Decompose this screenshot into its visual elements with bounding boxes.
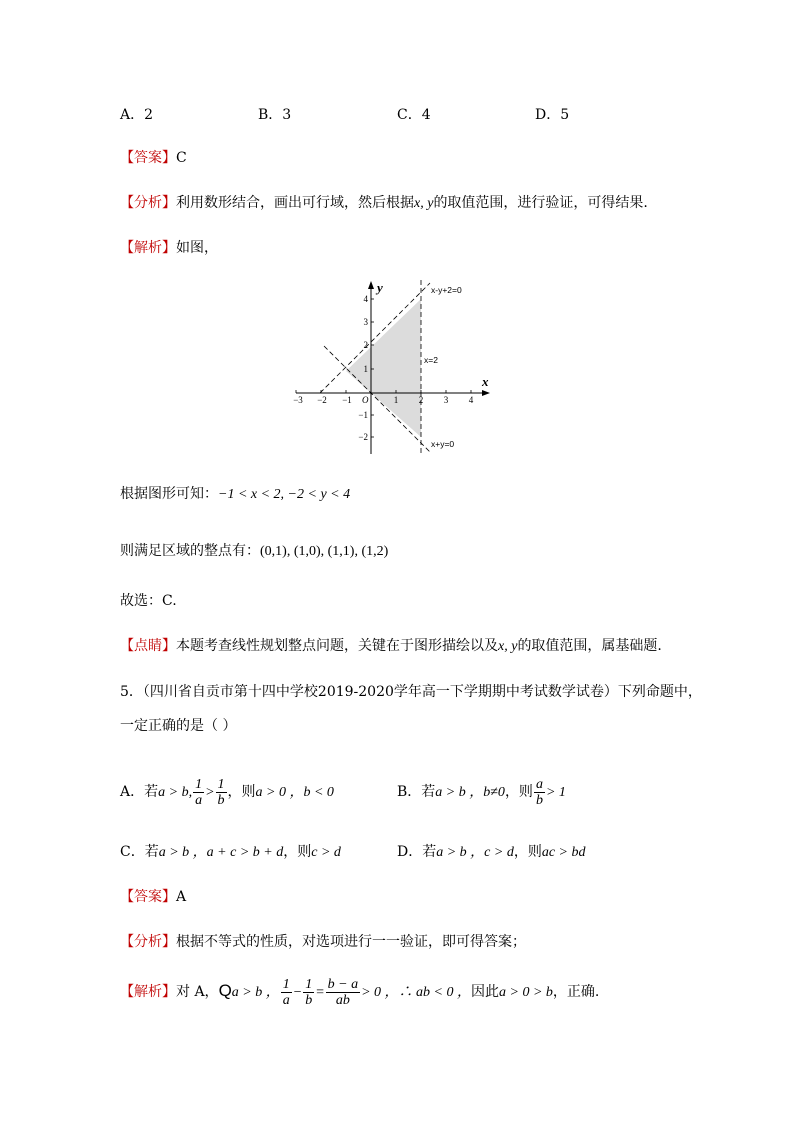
line-label-l2: x=2 — [424, 355, 438, 365]
q4-points — [120, 541, 388, 562]
analysis-tag: 【分析】 — [120, 195, 176, 211]
frac-den: ab — [335, 992, 350, 1008]
y-tick-label: −2 — [358, 432, 368, 442]
frac-num: 1 — [282, 976, 290, 992]
y-tick-label: 1 — [363, 364, 368, 374]
range-math: −1 < x < 2, −2 < y < 4 — [218, 487, 351, 502]
analysis-post: 的取值范围，进行验证，可得结果. — [433, 195, 648, 211]
origin-label: O — [362, 395, 369, 405]
solution-eq: = — [315, 985, 325, 1000]
answer-tag: 【答案】 — [120, 150, 176, 166]
comment-vars: x, y — [498, 639, 518, 654]
q5-option-d — [397, 842, 586, 863]
opt-c-cond: a > b ，a + c > b + d — [158, 845, 284, 860]
x-tick-label: 3 — [443, 395, 449, 405]
frac-num: b − a — [327, 976, 359, 992]
x-tick-label: 1 — [393, 395, 399, 405]
opt-a-cond: a > b, — [158, 785, 193, 800]
frac-num: 1 — [195, 776, 203, 792]
opt-a-frac1 — [193, 777, 204, 808]
q4-option-d: D．5 — [535, 107, 570, 123]
analysis-text: 根据不等式的性质，对选项进行一一验证，即可得答案； — [176, 934, 526, 950]
q4-option-c: C．4 — [397, 107, 431, 123]
x-tick-label: −2 — [317, 395, 327, 405]
solution-minus: − — [292, 985, 303, 1000]
analysis-tag: 【分析】 — [120, 934, 176, 950]
x-axis-label: x — [482, 374, 489, 389]
x-tick-label: −1 — [342, 395, 352, 405]
y-axis-label: y — [377, 280, 383, 295]
q5-stem-line1: 5．（四川省自贡市第十四中学校2019-2020学年高一下学期期中考试数学试卷）下列命题中， — [120, 684, 702, 700]
q4-solution — [120, 238, 218, 258]
q4-choice: 故选：C. — [120, 593, 177, 609]
x-tick-label: 2 — [418, 395, 424, 405]
q5-option-a — [120, 772, 334, 813]
y-axis-arrow — [368, 281, 374, 289]
answer-tag: 【答案】 — [120, 889, 176, 905]
frac-den: a — [282, 992, 290, 1008]
feasible-region-shade — [346, 299, 421, 437]
solution-m2: > 0 ，∴ ab < 0 ， — [361, 985, 472, 1000]
range-pre: 根据图形可知： — [120, 486, 218, 502]
solution-q: Q — [218, 981, 232, 1000]
analysis-vars: x, y — [414, 196, 434, 211]
comment-pre: 本题考查线性规划整点问题，关键在于图形描绘以及 — [176, 638, 498, 654]
answer-text: C — [176, 150, 187, 166]
y-tick-label: 4 — [363, 294, 368, 304]
frac-num: a — [535, 776, 543, 792]
solution-tag: 【解析】 — [120, 240, 176, 256]
q5-option-c — [120, 842, 341, 863]
frac-den: b — [305, 992, 313, 1008]
solution-post: ，正确. — [552, 984, 600, 1000]
y-tick-label: −1 — [358, 410, 368, 420]
q4-comment — [120, 636, 662, 657]
opt-d-cond: a > b ，c > d — [436, 845, 514, 860]
frac-num: 1 — [305, 976, 313, 992]
q5-stem-line2: 一定正确的是（ ） — [120, 718, 237, 734]
solution-text: 如图， — [176, 240, 218, 256]
opt-b-concl: > 1 — [545, 785, 566, 800]
q4-range — [120, 484, 350, 505]
answer-text: A — [176, 889, 187, 905]
x-tick-label: −3 — [293, 395, 303, 405]
comment-tag: 【点睛】 — [120, 638, 176, 654]
solution-frac2 — [303, 977, 314, 1008]
q5-answer — [120, 887, 186, 907]
comment-post: 的取值范围，属基础题. — [517, 638, 662, 654]
opt-a-frac2 — [216, 777, 227, 808]
opt-b-then: ，则 — [504, 784, 533, 800]
solution-frac3 — [326, 977, 360, 1008]
opt-d-concl: ac > bd — [541, 845, 586, 860]
opt-a-then: ，则 — [227, 784, 256, 800]
feasible-region-figure — [290, 272, 500, 462]
q5-option-b — [397, 772, 566, 813]
opt-a-pre: A．若 — [120, 784, 159, 800]
points-pre: 则满足区域的整点有： — [120, 543, 260, 559]
frac-num: 1 — [217, 776, 225, 792]
y-tick-label: 3 — [363, 317, 368, 327]
q4-answer — [120, 148, 187, 168]
points-math: (0,1), (1,0), (1,1), (1,2) — [260, 544, 389, 559]
frac-den: b — [217, 792, 225, 808]
x-axis-arrow — [482, 390, 490, 396]
solution-m3: a > 0 > b — [499, 985, 553, 1000]
line-label-l1: x-y+2=0 — [431, 285, 462, 295]
solution-frac1 — [281, 977, 292, 1008]
q5-analysis — [120, 932, 526, 952]
q5-solution — [120, 971, 599, 1013]
opt-b-pre: B．若 — [397, 784, 436, 800]
q4-option-a: A．2 — [120, 107, 154, 123]
frac-den: a — [195, 792, 203, 808]
opt-b-cond: a > b ，b≠0 — [435, 785, 505, 800]
solution-cn: 因此 — [471, 984, 500, 1000]
analysis-pre: 利用数形结合，画出可行域，然后根据 — [176, 195, 414, 211]
y-tick-label: 2 — [363, 340, 368, 350]
solution-m1: a > b ， — [231, 985, 280, 1000]
opt-d-pre: D．若 — [397, 844, 437, 860]
q4-analysis — [120, 193, 648, 214]
solution-pre: 对 A， — [176, 984, 219, 1000]
opt-d-then: ，则 — [513, 844, 542, 860]
opt-c-pre: C．若 — [120, 844, 159, 860]
opt-a-concl: a > 0 ，b < 0 — [255, 785, 334, 800]
opt-a-gt: > — [205, 785, 215, 800]
x-tick-label: 4 — [468, 395, 474, 405]
opt-c-then: ，则 — [283, 844, 312, 860]
opt-b-frac — [534, 777, 545, 808]
line-label-l3: x+y=0 — [431, 439, 455, 449]
frac-den: b — [535, 792, 543, 808]
opt-c-concl: c > d — [311, 845, 341, 860]
q4-option-b: B．3 — [258, 107, 292, 123]
solution-tag: 【解析】 — [120, 984, 176, 1000]
